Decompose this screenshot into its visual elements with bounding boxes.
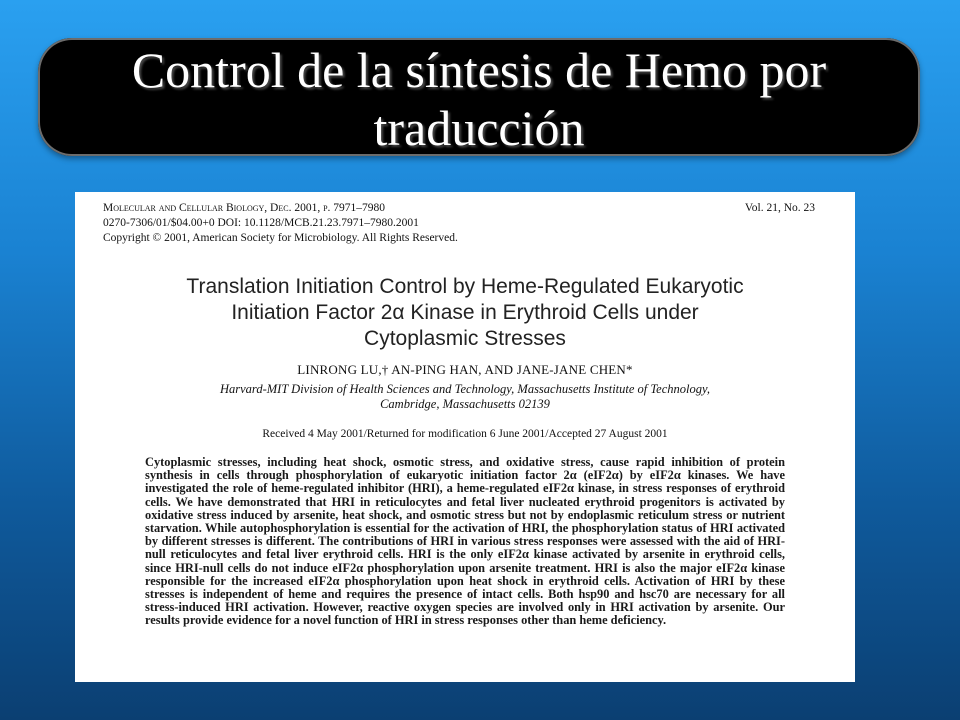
paper-title: [103, 274, 827, 352]
affiliation-line: Harvard-MIT Division of Health Sciences and Technology, Massachusetts Institute of Technology,: [219, 382, 710, 396]
journal-citation: Molecular and Cellular Biology, Dec. 2001, p. 7971–7980: [103, 202, 386, 214]
paper-authors: LINRONG LU,† AN-PING HAN, AND JANE-JANE CHEN*: [297, 362, 633, 377]
paper-abstract: Cytoplasmic stresses, including heat shock, osmotic stress, and oxidative stress, cause rapid inhibition of protein synthesis in cells through phosphorylation of eukaryotic initiation factor 2α (eIF2α) by eIF2α kinases. We have investigated the role of heme-regulated inhibitor (HRI), a heme-regulated eIF2α kinase, in stress responses of erythroid cells. We have demonstrated that HRI in reticulocytes and fetal liver nucleated erythroid progenitors is activated by oxidative stress induced by arsenite, heat shock, and osmotic stress but not by endoplasmic reticulum stress or nutrient starvation. While autophosphorylation is essential for the activation of HRI, the phosphorylation status of HRI activated by different stresses is different. The contributions of HRI in various stress responses were assessed with the aid of HRI-null reticulocytes and fetal liver erythroid cells. HRI is the only eIF2α kinase activated by arsenite in erythroid cells, since HRI-null cells do not induce eIF2α phosphorylation upon arsenite treatment. HRI is also the major eIF2α kinase responsible for the increased eIF2α phosphorylation upon heat shock in erythroid cells. Activation of HRI by these stresses is independent of heme and requires the presence of intact cells. Both hsp90 and hsc70 are necessary for all stress-induced HRI activation. However, reactive oxygen species are involved only in HRI activation by arsenite. Our results provide evidence for a novel function of HRI in stress responses other than heme deficiency.: [145, 455, 785, 628]
paper-title-line: Cytoplasmic Stresses: [364, 327, 566, 350]
issn-doi-line: 0270-7306/01/$04.00+0 DOI: 10.1128/MCB.21.23.7971–7980.2001: [103, 217, 419, 229]
paper-excerpt-image: [75, 192, 855, 682]
copyright-line: Copyright © 2001, American Society for Microbiology. All Rights Reserved.: [103, 232, 458, 244]
journal-header: [103, 201, 827, 246]
received-dates: Received 4 May 2001/Returned for modification 6 June 2001/Accepted 27 August 2001: [262, 428, 668, 440]
volume-issue: Vol. 21, No. 23: [744, 202, 815, 214]
paper-affiliation: [103, 382, 827, 412]
slide-title: Control de la síntesis de Hemo por traducción: [131, 42, 827, 156]
slide-title-banner: [38, 38, 920, 156]
paper-title-line: Translation Initiation Control by Heme-Regulated Eukaryotic: [186, 275, 744, 298]
affiliation-line: Cambridge, Massachusetts 02139: [380, 397, 550, 411]
paper-title-line: Initiation Factor 2α Kinase in Erythroid Cells under: [231, 301, 699, 324]
